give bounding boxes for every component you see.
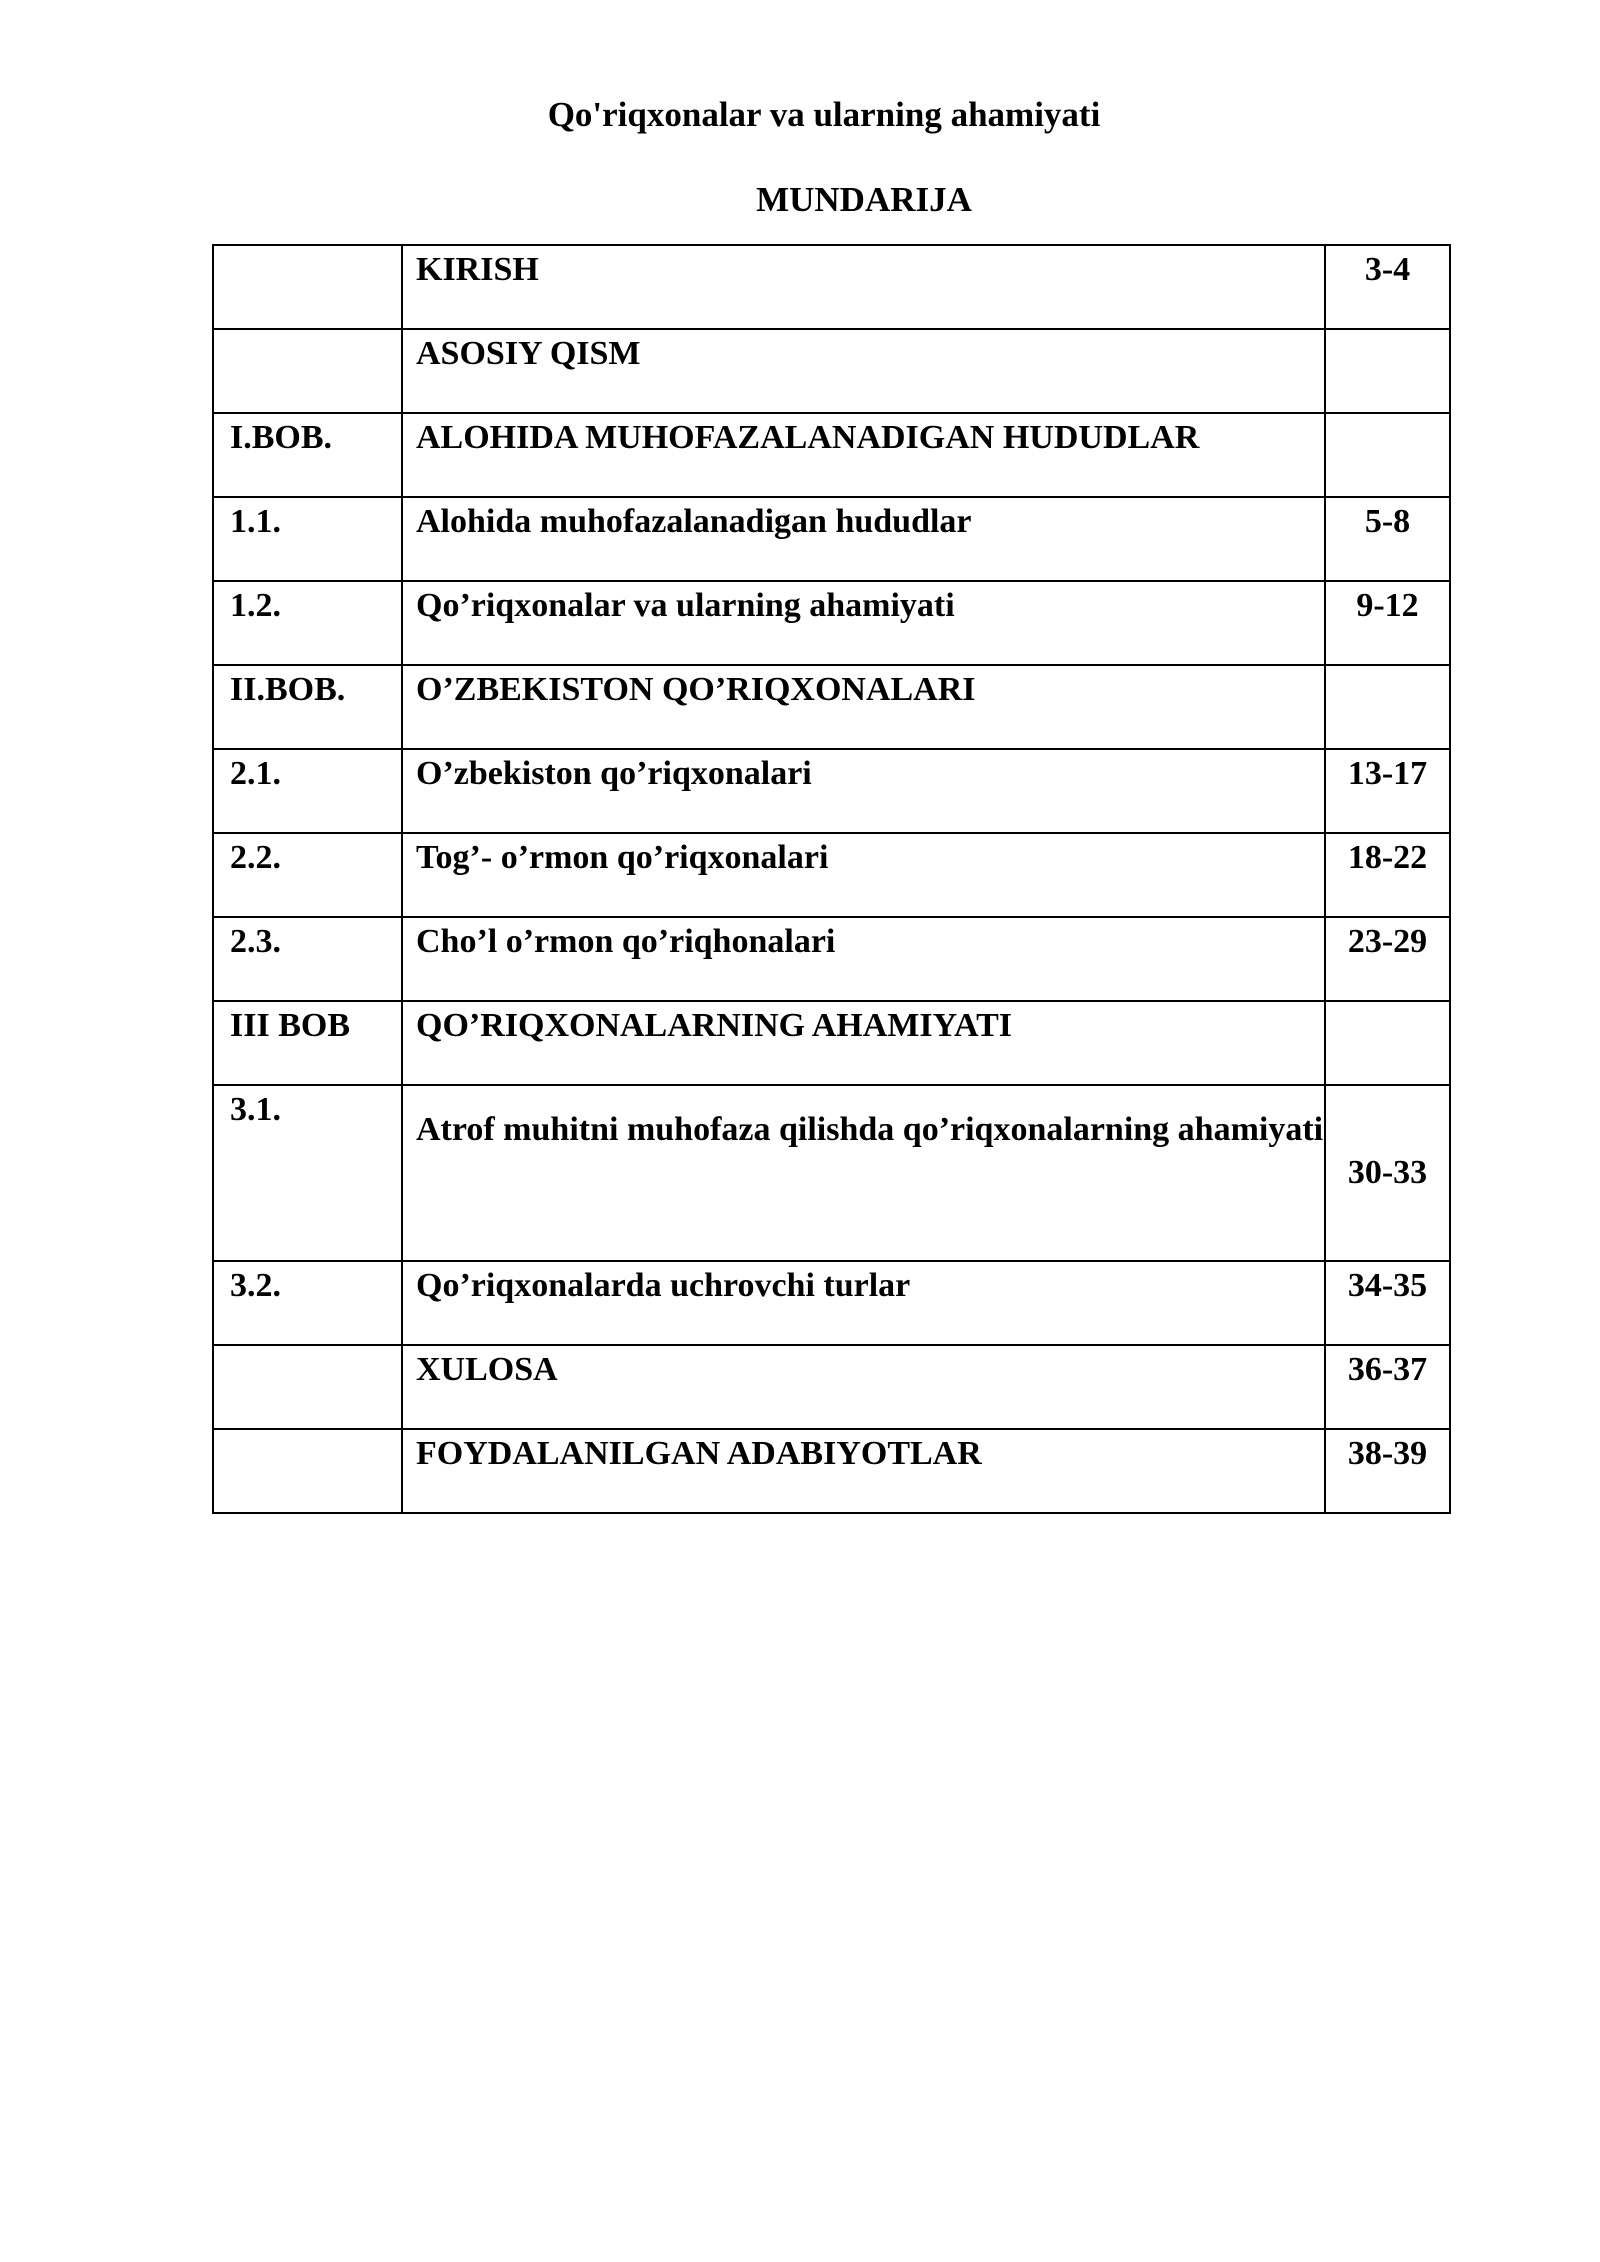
toc-section-number: 3.1. — [213, 1085, 402, 1261]
toc-row — [213, 1001, 1450, 1085]
toc-section-number — [213, 1345, 402, 1429]
toc-page-range: 30-33 — [1325, 1085, 1450, 1261]
toc-row — [213, 1429, 1450, 1513]
toc-section-number — [213, 329, 402, 413]
toc-page-range — [1325, 665, 1450, 749]
toc-section-title: QO’RIQXONALARNING AHAMIYATI — [402, 1001, 1325, 1085]
toc-section-number — [213, 1429, 402, 1513]
toc-row — [213, 245, 1450, 329]
toc-page-range — [1325, 413, 1450, 497]
toc-section-number: 2.3. — [213, 917, 402, 1001]
toc-section-number: 2.1. — [213, 749, 402, 833]
toc-section-title: Qo’riqxonalarda uchrovchi turlar — [402, 1261, 1325, 1345]
toc-section-title: FOYDALANILGAN ADABIYOTLAR — [402, 1429, 1325, 1513]
toc-section-number: 1.2. — [213, 581, 402, 665]
toc-page-range — [1325, 1001, 1450, 1085]
toc-section-title: ALOHIDA MUHOFAZALANADIGAN HUDUDLAR — [402, 413, 1325, 497]
toc-row — [213, 329, 1450, 413]
toc-section-number: III BOB — [213, 1001, 402, 1085]
toc-heading: MUNDARIJA — [756, 180, 972, 219]
toc-section-title: ASOSIY QISM — [402, 329, 1325, 413]
toc-section-title: Tog’- o’rmon qo’riqxonalari — [402, 833, 1325, 917]
toc-row — [213, 1345, 1450, 1429]
toc-row — [213, 581, 1450, 665]
toc-row — [213, 917, 1450, 1001]
toc-section-title: O’ZBEKISTON QO’RIQXONALARI — [402, 665, 1325, 749]
toc-section-title: Alohida muhofazalanadigan hududlar — [402, 497, 1325, 581]
document-title: Qo'riqxonalar va ularning ahamiyati — [547, 95, 1101, 134]
toc-page-range: 23-29 — [1325, 917, 1450, 1001]
toc-row — [213, 833, 1450, 917]
toc-row — [213, 1261, 1450, 1345]
toc-section-title: Qo’riqxonalar va ularning ahamiyati — [402, 581, 1325, 665]
toc-page-range: 38-39 — [1325, 1429, 1450, 1513]
toc-row — [213, 413, 1450, 497]
toc-section-number: I.BOB. — [213, 413, 402, 497]
toc-page-range: 36-37 — [1325, 1345, 1450, 1429]
toc-section-number: 2.2. — [213, 833, 402, 917]
toc-page-range: 9-12 — [1325, 581, 1450, 665]
toc-section-number: 1.1. — [213, 497, 402, 581]
toc-page-range: 3-4 — [1325, 245, 1450, 329]
toc-row — [213, 1085, 1450, 1261]
toc-row — [213, 749, 1450, 833]
table-of-contents — [212, 244, 1451, 1514]
toc-row — [213, 665, 1450, 749]
toc-page-range — [1325, 329, 1450, 413]
toc-section-title: O’zbekiston qo’riqxonalari — [402, 749, 1325, 833]
toc-page-range: 34-35 — [1325, 1261, 1450, 1345]
toc-section-number: 3.2. — [213, 1261, 402, 1345]
toc-section-title: XULOSA — [402, 1345, 1325, 1429]
toc-page-range: 13-17 — [1325, 749, 1450, 833]
toc-section-title: Cho’l o’rmon qo’riqhonalari — [402, 917, 1325, 1001]
toc-row — [213, 497, 1450, 581]
toc-page-range: 5-8 — [1325, 497, 1450, 581]
toc-section-number — [213, 245, 402, 329]
toc-section-title: KIRISH — [402, 245, 1325, 329]
toc-page-range: 18-22 — [1325, 833, 1450, 917]
toc-section-title: Atrof muhitni muhofaza qilishda qo’riqxonalarning ahamiyati — [402, 1085, 1325, 1261]
toc-section-number: II.BOB. — [213, 665, 402, 749]
